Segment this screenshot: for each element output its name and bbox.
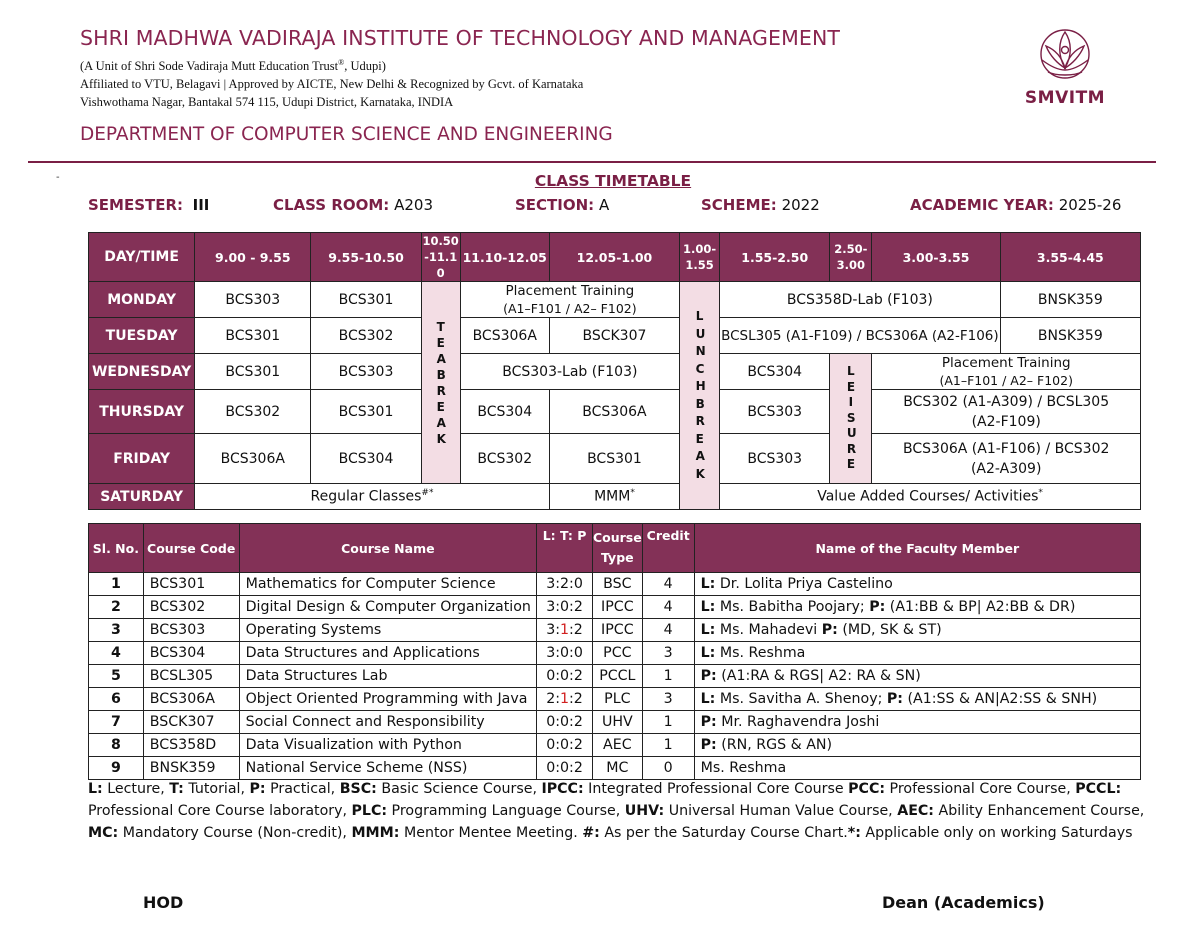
timetable-title: CLASS TIMETABLE: [534, 172, 692, 190]
course-faculty: L: Dr. Lolita Priya Castelino: [694, 573, 1140, 596]
timetable-cell: BCS304: [460, 390, 549, 434]
course-name: Data Structures and Applications: [239, 642, 537, 665]
tea-break-column: T E A B R E A K: [421, 282, 460, 484]
timetable-header-row: [89, 233, 1141, 282]
timetable-cell: BCS302 (A1-A309) / BCSL305 (A2-F109): [872, 390, 1141, 434]
course-credit: 3: [642, 642, 694, 665]
course-type: PLC: [592, 688, 642, 711]
legend-key: MC:: [88, 825, 119, 841]
course-row: [89, 596, 1141, 619]
legend-key: T:: [169, 781, 184, 797]
header-slot-7: 3.55-4.45: [1000, 233, 1140, 282]
course-sl-no: 3: [89, 619, 144, 642]
timetable-cell: BCS303: [311, 354, 421, 390]
course-name: Social Connect and Responsibility: [239, 711, 537, 734]
course-credit: 0: [642, 757, 694, 780]
legend-value: Practical,: [265, 781, 340, 797]
timetable-cell: BCS358D-Lab (F103): [720, 282, 1001, 318]
header-slot-4: 12.05-1.00: [549, 233, 679, 282]
timetable-cell: BCS302: [311, 318, 421, 354]
course-code: BCSL305: [143, 665, 239, 688]
legend-value: Mandatory Course (Non-credit),: [118, 825, 352, 841]
course-credit: 1: [642, 734, 694, 757]
header-credit: Credit: [642, 524, 694, 573]
legend-value: Programming Language Course,: [387, 803, 625, 819]
timetable-cell: Regular Classes#*: [195, 484, 550, 510]
timetable-cell: BNSK359: [1000, 282, 1140, 318]
course-sl-no: 1: [89, 573, 144, 596]
course-name: Digital Design & Computer Organization: [239, 596, 537, 619]
timetable-cell: Value Added Courses/ Activities*: [720, 484, 1141, 510]
course-credit: 1: [642, 711, 694, 734]
academic-year-info: ACADEMIC YEAR: 2025-26: [910, 196, 1122, 214]
header-slot-5: 1.55-2.50: [720, 233, 830, 282]
course-type: MC: [592, 757, 642, 780]
timetable-cell: BCS301: [195, 354, 311, 390]
course-faculty: L: Ms. Mahadevi P: (MD, SK & ST): [694, 619, 1140, 642]
timetable-cell: BCS303: [720, 390, 830, 434]
timetable-cell: BCS302: [195, 390, 311, 434]
leisure-column: L E I S U R E: [830, 354, 872, 484]
timetable-cell: BCS302: [460, 434, 549, 484]
course-name: National Service Scheme (NSS): [239, 757, 537, 780]
header-course-code: Course Code: [143, 524, 239, 573]
course-sl-no: 9: [89, 757, 144, 780]
timetable-cell: BSCK307: [549, 318, 679, 354]
course-faculty: Ms. Reshma: [694, 757, 1140, 780]
address-line-3: Vishwothama Nagar, Bantakal 574 115, Udupi District, Karnataka, INDIA: [80, 95, 454, 109]
department-name: DEPARTMENT OF COMPUTER SCIENCE AND ENGINEERING: [80, 124, 613, 145]
course-faculty: L: Ms. Savitha A. Shenoy; P: (A1:SS & AN|A2:SS & SNH): [694, 688, 1140, 711]
course-rows: [89, 573, 1141, 780]
header-lunch-time: 1.00-1.55: [680, 233, 720, 282]
lunch-break-column: L U N C H B R E A K: [680, 282, 720, 510]
legend-value: Applicable only on working Saturdays: [860, 825, 1133, 841]
course-code: BCS303: [143, 619, 239, 642]
course-sl-no: 4: [89, 642, 144, 665]
course-row: [89, 711, 1141, 734]
institute-logo: [1024, 24, 1106, 108]
legend-key: *:: [847, 825, 861, 841]
header-tea-break-time: 10.50-11.10: [422, 234, 459, 280]
legend-key: PCCL:: [1075, 781, 1122, 797]
timetable-cell: BCS306A: [195, 434, 311, 484]
header-slot-6: 3.00-3.55: [872, 233, 1000, 282]
legend-value: Professional Core Course,: [885, 781, 1076, 797]
timetable-cell: MMM*: [549, 484, 679, 510]
legend-value: As per the Saturday Course Chart.: [599, 825, 848, 841]
course-type: UHV: [592, 711, 642, 734]
day-label: THURSDAY: [89, 390, 195, 434]
course-code: BCS302: [143, 596, 239, 619]
course-code: BCS306A: [143, 688, 239, 711]
header-faculty: Name of the Faculty Member: [694, 524, 1140, 573]
legend-key: #:: [582, 825, 600, 841]
header-ltp: L: T: P: [537, 524, 593, 573]
class-timetable: [88, 232, 1141, 510]
course-name: Data Visualization with Python: [239, 734, 537, 757]
classroom-info: CLASS ROOM: A203: [273, 196, 433, 214]
course-type: IPCC: [592, 619, 642, 642]
course-faculty: L: Ms. Babitha Poojary; P: (A1:BB & BP| A2:BB & DR): [694, 596, 1140, 619]
timetable-cell: Placement Training (A1–F101 / A2– F102): [460, 282, 679, 318]
timetable-cell: BCS303: [720, 434, 830, 484]
course-name: Operating Systems: [239, 619, 537, 642]
header-course-name: Course Name: [239, 524, 537, 573]
legend-key: IPCC:: [541, 781, 584, 797]
header-divider: [28, 161, 1156, 163]
course-ltp: 3:2:0: [537, 573, 593, 596]
course-name: Object Oriented Programming with Java: [239, 688, 537, 711]
course-sl-no: 5: [89, 665, 144, 688]
course-faculty: P: Mr. Raghavendra Joshi: [694, 711, 1140, 734]
course-row: [89, 642, 1141, 665]
legend-value: Lecture,: [102, 781, 170, 797]
timetable-cell: BNSK359: [1000, 318, 1140, 354]
day-label: WEDNESDAY: [89, 354, 195, 390]
timetable-cell: BCS306A: [460, 318, 549, 354]
course-credit: 1: [642, 665, 694, 688]
course-type: IPCC: [592, 596, 642, 619]
course-name: Mathematics for Computer Science: [239, 573, 537, 596]
course-code: BCS304: [143, 642, 239, 665]
semester-info: SEMESTER: III: [88, 196, 210, 214]
legend-key: P:: [249, 781, 266, 797]
course-ltp: 3:1:2: [537, 619, 593, 642]
day-label: TUESDAY: [89, 318, 195, 354]
legend-key: L:: [88, 781, 103, 797]
timetable-cell: BCS303-Lab (F103): [460, 354, 679, 390]
legend-value: Mentor Mentee Meeting.: [399, 825, 583, 841]
course-name: Data Structures Lab: [239, 665, 537, 688]
address-line-1: (A Unit of Shri Sode Vadiraja Mutt Education Trust®, Udupi): [80, 58, 386, 74]
legend-value: Tutorial,: [183, 781, 250, 797]
day-label: SATURDAY: [89, 484, 195, 510]
course-ltp: 0:0:2: [537, 665, 593, 688]
timetable-row-tuesday: [89, 318, 1141, 354]
legend-key: PCC:: [848, 781, 886, 797]
course-type: AEC: [592, 734, 642, 757]
course-ltp: 0:0:2: [537, 734, 593, 757]
address-line-2: Affiliated to VTU, Belagavi | Approved by AICTE, New Delhi & Recognized by Gcvt. of Karnataka: [80, 77, 584, 91]
legend-value: Ability Enhancement Course,: [933, 803, 1145, 819]
header-day-time: DAY/TIME: [89, 233, 195, 282]
course-ltp: 3:0:2: [537, 596, 593, 619]
course-faculty: P: (A1:RA & RGS| A2: RA & SN): [694, 665, 1140, 688]
course-ltp: 0:0:2: [537, 757, 593, 780]
course-sl-no: 2: [89, 596, 144, 619]
course-row: [89, 734, 1141, 757]
timetable-cell: BCS301: [195, 318, 311, 354]
abbreviation-legend: [88, 778, 1163, 844]
scheme-info: SCHEME: 2022: [701, 196, 820, 214]
course-type: PCC: [592, 642, 642, 665]
course-header-row: [89, 524, 1141, 573]
timetable-cell: BCSL305 (A1-F109) / BCS306A (A2-F106): [720, 318, 1001, 354]
course-type: BSC: [592, 573, 642, 596]
course-row: [89, 757, 1141, 780]
dean-signature-label: Dean (Academics): [882, 893, 1045, 912]
course-faculty: P: (RN, RGS & AN): [694, 734, 1140, 757]
header-slot-3: 11.10-12.05: [460, 233, 549, 282]
section-info: SECTION: A: [515, 196, 610, 214]
legend-value: Integrated Professional Core Course: [583, 781, 849, 797]
header-course-type: Course Type: [592, 524, 642, 573]
legend-key: UHV:: [624, 803, 665, 819]
legend-value: Professional Core Course laboratory,: [88, 803, 352, 819]
course-credit: 3: [642, 688, 694, 711]
course-ltp: 0:0:2: [537, 711, 593, 734]
timetable-row-saturday: [89, 484, 1141, 510]
course-type: PCCL: [592, 665, 642, 688]
timetable-row-friday: [89, 434, 1141, 484]
course-code: BCS301: [143, 573, 239, 596]
timetable-cell: BCS303: [195, 282, 311, 318]
logo-text: SMVITM: [1024, 88, 1106, 108]
timetable-cell: BCS304: [720, 354, 830, 390]
timetable-row-wednesday: [89, 354, 1141, 390]
course-table: [88, 523, 1141, 780]
legend-key: BSC:: [339, 781, 377, 797]
margin-mark: -: [56, 172, 60, 183]
legend-key: AEC:: [897, 803, 934, 819]
course-sl-no: 6: [89, 688, 144, 711]
course-code: BCS358D: [143, 734, 239, 757]
day-label: FRIDAY: [89, 434, 195, 484]
course-row: [89, 619, 1141, 642]
course-row: [89, 573, 1141, 596]
header-slot-2: 9.55-10.50: [311, 233, 421, 282]
timetable-cell: Placement Training (A1–F101 / A2– F102): [872, 354, 1141, 390]
course-faculty: L: Ms. Reshma: [694, 642, 1140, 665]
lotus-emblem-icon: [1034, 24, 1096, 82]
course-code: BNSK359: [143, 757, 239, 780]
course-code: BSCK307: [143, 711, 239, 734]
legend-key: MMM:: [351, 825, 400, 841]
timetable-cell: BCS301: [549, 434, 679, 484]
course-credit: 4: [642, 596, 694, 619]
hod-signature-label: HOD: [143, 893, 184, 912]
timetable-row-monday: [89, 282, 1141, 318]
timetable-cell: BCS301: [311, 282, 421, 318]
course-ltp: 2:1:2: [537, 688, 593, 711]
course-credit: 4: [642, 619, 694, 642]
timetable-cell: BCS301: [311, 390, 421, 434]
legend-key: PLC:: [351, 803, 388, 819]
institute-name: SHRI MADHWA VADIRAJA INSTITUTE OF TECHNOLOGY AND MANAGEMENT: [80, 26, 840, 50]
timetable-cell: BCS304: [311, 434, 421, 484]
timetable-row-thursday: [89, 390, 1141, 434]
header-sl-no: Sl. No.: [89, 524, 144, 573]
legend-value: Basic Science Course,: [376, 781, 542, 797]
course-sl-no: 8: [89, 734, 144, 757]
course-row: [89, 688, 1141, 711]
course-row: [89, 665, 1141, 688]
header-slot-1: 9.00 - 9.55: [195, 233, 311, 282]
course-sl-no: 7: [89, 711, 144, 734]
timetable-cell: BCS306A: [549, 390, 679, 434]
timetable-cell: BCS306A (A1-F106) / BCS302 (A2-A309): [872, 434, 1141, 484]
course-credit: 4: [642, 573, 694, 596]
legend-value: Universal Human Value Course,: [664, 803, 898, 819]
header-leisure-time: 2.50-3.00: [830, 233, 872, 282]
course-ltp: 3:0:0: [537, 642, 593, 665]
day-label: MONDAY: [89, 282, 195, 318]
